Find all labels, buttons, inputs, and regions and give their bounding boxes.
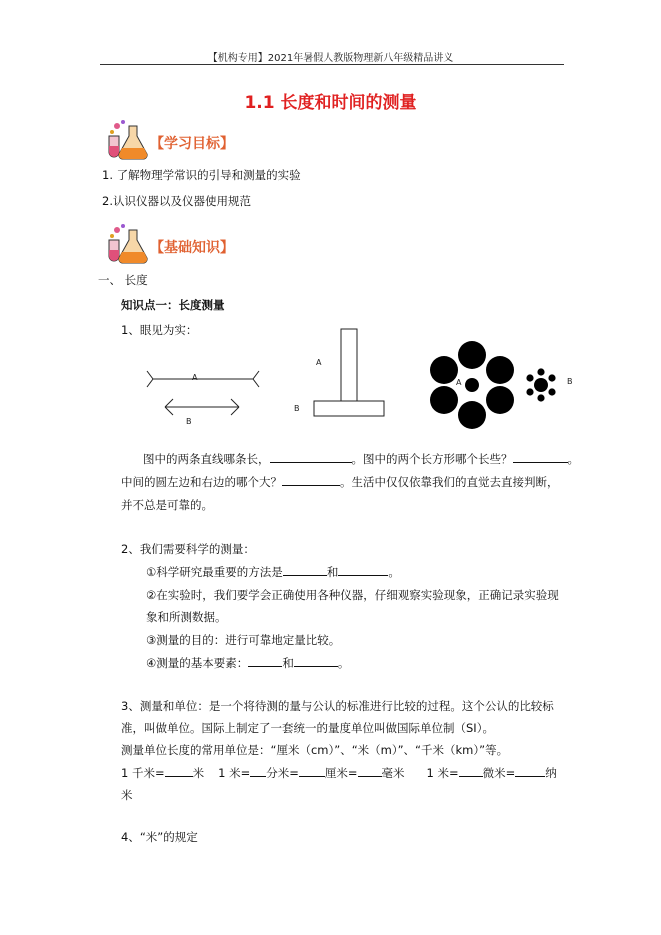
page-header: 【机构专用】2021年暑假人教版物理新八年级精品讲义 xyxy=(207,53,454,64)
q3-line-1: 3、测量和单位：是一个将待测的量与公认的标准进行比较的过程。这个公认的比较标 xyxy=(121,699,554,713)
line-a-label: A xyxy=(192,373,198,382)
answer-blank[interactable] xyxy=(338,564,388,576)
answer-blank[interactable] xyxy=(358,765,382,777)
answer-blank[interactable] xyxy=(294,655,338,667)
t-shape-figure xyxy=(312,325,388,420)
answer-blank[interactable] xyxy=(282,474,340,486)
learning-goals-heading: 【学习目标】 xyxy=(150,136,234,152)
q1-line-1: 图中的两条直线哪条长， 。图中的两个长方形哪个长些？ 。 xyxy=(143,452,579,466)
line-b-label: B xyxy=(186,417,192,426)
q2-item-4: ④测量的基本要素： 和 。 xyxy=(146,656,350,670)
circle-b-label: B xyxy=(567,377,573,386)
ebbinghaus-figure xyxy=(428,339,588,431)
answer-blank[interactable] xyxy=(513,451,568,463)
section-length-title: 一、 长度 xyxy=(98,273,148,287)
page-title: 1.1 长度和时间的测量 xyxy=(244,93,417,113)
q1-line-2: 中间的圆左边和右边的哪个大？ 。生活中仅仅依靠我们的直觉去直接判断， xyxy=(121,475,559,489)
answer-blank[interactable] xyxy=(248,655,282,667)
q2-item-3: ③测量的目的：进行可靠地定量比较。 xyxy=(146,633,341,647)
q3-line-3: 测量单位长度的常用单位是：“厘米（cm）”、“米（m）”、“千米（km）”等。 xyxy=(121,743,509,757)
answer-blank[interactable] xyxy=(515,765,545,777)
answer-blank[interactable] xyxy=(459,765,483,777)
answer-blank[interactable] xyxy=(270,451,352,463)
q1-title: 1、眼见为实： xyxy=(121,323,198,337)
q3-line-2: 准，叫做单位。国际上制定了一套统一的量度单位叫做国际单位制（SI）。 xyxy=(121,721,494,735)
q2-item-1: ①科学研究最重要的方法是 和 。 xyxy=(146,565,400,579)
header-rule xyxy=(100,64,564,65)
answer-blank[interactable] xyxy=(283,564,327,576)
t-shape-a-label: A xyxy=(316,358,322,367)
basic-knowledge-heading: 【基础知识】 xyxy=(150,240,234,256)
q2-item-2-line-2: 象和所测数据。 xyxy=(146,610,227,624)
q4-title: 4、“米”的规定 xyxy=(121,830,198,844)
answer-blank[interactable] xyxy=(299,765,325,777)
learning-goal-2: 2.认识仪器以及仪器使用规范 xyxy=(102,194,251,208)
q2-item-2-line-1: ②在实验时，我们要学会正确使用各种仪器，仔细观察实验现象，正确记录实验现 xyxy=(146,588,559,602)
q2-title: 2、我们需要科学的测量： xyxy=(121,542,255,556)
answer-blank[interactable] xyxy=(250,765,266,777)
muller-lyer-figure xyxy=(145,365,263,427)
q3-conversions-wrap: 米 xyxy=(121,788,133,802)
learning-goal-1: 1. 了解物理学常识的引导和测量的实验 xyxy=(102,168,301,182)
answer-blank[interactable] xyxy=(165,765,193,777)
q1-line-3: 并不总是可靠的。 xyxy=(121,498,213,512)
t-shape-b-label: B xyxy=(294,404,300,413)
knowledge-point-title: 知识点一：长度测量 xyxy=(121,298,225,312)
q3-conversions: 1 千米= 米 1 米= 分米= 厘米= 毫米 1 米= 微米= 纳 xyxy=(121,766,557,780)
circle-a-label: A xyxy=(456,378,462,387)
